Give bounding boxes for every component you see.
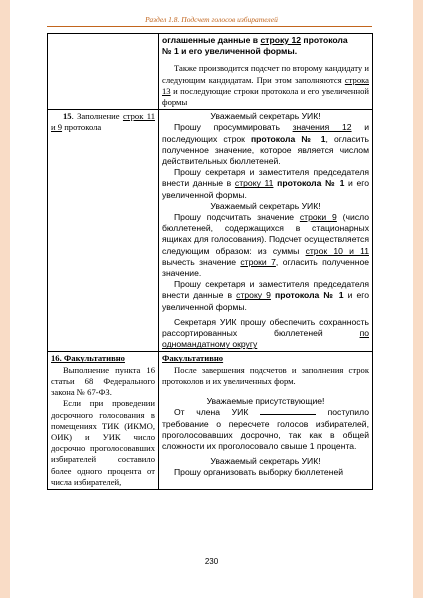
procedure-table (47, 33, 373, 490)
row2-para-5: Секретаря УИК прошу обеспечить сохранность рассортированных бюллетеней по одномандатному округу (162, 316, 369, 350)
greeting-attendees: Уважаемые присутствующие! (206, 396, 325, 407)
row3-left-heading: 16. Факультативно (51, 353, 125, 364)
page-number: 230 (204, 557, 219, 566)
row3-left-cell (48, 352, 159, 489)
page-left-margin-strip (0, 0, 10, 598)
row2-left-cell (48, 110, 159, 352)
row2-left-text: 15. Заполнение строк 11 и 9 протокола (51, 111, 155, 133)
header-rule (47, 26, 372, 27)
running-header: Раздел 1.8. Подсчет голосов избирателей (145, 15, 278, 24)
row2-para-2: Прошу секретаря и заместителя председателя внести данные в строку 11 протокола № 1 и его увеличенной формы. (162, 167, 369, 200)
row3-right-para-2: От члена УИК поступило требование о пересчете голосов избирателей, проголосовавших досрочно, так как в общей сложности их проголосовало свыше 1 процента. (162, 407, 369, 451)
row3-left-para-2: Если при проведении досрочного голосования в помещениях ТИК (ИКМО, ОИК) и УИК число досрочно проголосовавших избирателей составило более одного процента от числа избирателей, (51, 398, 155, 487)
row1-left-cell (48, 34, 159, 110)
greeting-secretary-1: Уважаемый секретарь УИК! (210, 111, 321, 122)
row2-para-1: Прошу просуммировать значения 12 и последующих строк протокола № 1, огласить полученное значение, которое является числом действительных бюллетеней. (162, 122, 370, 167)
row2-right-cell (159, 110, 373, 352)
row1-para: Также производится подсчет по второму кандидату и следующим кандидатам. При этом заполняются строка 13 и последующие строки протокола и его увеличенной формы (162, 63, 369, 108)
table-row (48, 110, 373, 352)
row2-para-3: Прошу подсчитать значение строки 9 (число бюллетеней, содержащихся в стационарных ящиках для голосования). Подсчет осуществляется следующим образом: из суммы строк 10 и 11 вычесть значение строки 7, огласить полученное значение. (162, 212, 370, 279)
blank-line (260, 407, 316, 415)
table-row (48, 34, 373, 110)
row3-right-para-3: Прошу организовать выборку бюллетеней (174, 467, 344, 478)
spacer (162, 387, 369, 396)
row3-right-heading: Факультативно (162, 353, 224, 364)
row1-line1: оглашенные данные в строку 12 протокола (162, 35, 348, 45)
row2-para-4: Прошу секретаря и заместителя председателя внести данные в строку 9 протокола № 1 и его увеличенной формы. (162, 279, 369, 312)
page-right-margin-strip (413, 0, 423, 598)
table-row (48, 352, 373, 489)
row1-line2: № 1 и его увеличенной формы. (162, 46, 298, 57)
row3-right-para-1: После завершения подсчетов и заполнения строк протоколов и их увеличенных форм. (162, 364, 369, 386)
row3-right-cell (159, 352, 373, 489)
row1-right-cell (159, 34, 373, 110)
greeting-secretary-2: Уважаемый секретарь УИК! (210, 200, 321, 211)
greeting-secretary-3: Уважаемый секретарь УИК! (210, 456, 321, 467)
row3-left-para-1: Выполнение пункта 16 статьи 68 Федерального закона № 67-ФЗ. (51, 364, 155, 398)
